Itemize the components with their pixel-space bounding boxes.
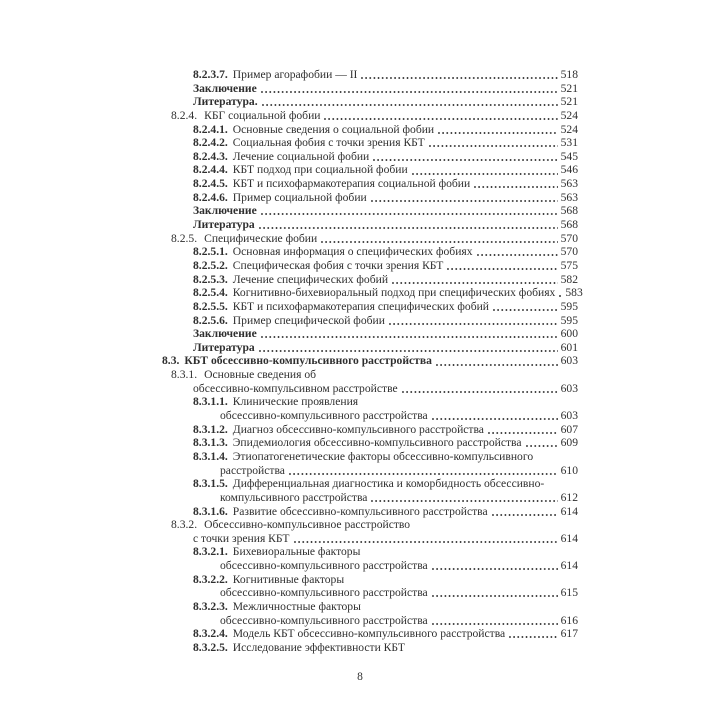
dot-leader (261, 213, 558, 215)
entry-page: 603 (560, 354, 578, 368)
entry-page: 524 (560, 122, 578, 136)
entry-title: Обсессивно-компульсивное расстройство (204, 518, 411, 532)
entry-page: 615 (560, 586, 578, 600)
toc-entry (150, 586, 578, 600)
entry-page: 570 (560, 245, 578, 259)
entry-title: Заключение (193, 81, 257, 95)
entry-title: КБТ подход при социальной фобии (232, 163, 408, 177)
entry-title: Заключение (193, 204, 257, 218)
dot-leader (259, 227, 558, 229)
entry-page: 617 (560, 627, 578, 641)
entry-page: 563 (560, 190, 578, 204)
toc-entry (150, 368, 578, 382)
entry-number: 8.2.5.1. (193, 245, 228, 259)
toc-entry (150, 464, 578, 478)
entry-number: 8.3.2.3. (193, 599, 228, 613)
entry-number: 8.2.5. (171, 231, 198, 245)
entry-number: 8.3.1.5. (193, 477, 228, 491)
entry-title: обсессивно-компульсивного расстройства (220, 409, 428, 423)
entry-title: Дифференциальная диагностика и коморбидность обсессивно- (232, 477, 545, 491)
entry-title: Основная информация о специфических фобиях (232, 245, 473, 259)
toc-entry (150, 382, 578, 396)
entry-title: Социальная фобия с точки зрения КБТ (232, 136, 425, 150)
toc-entry (150, 163, 578, 177)
toc-entry (150, 450, 578, 464)
toc-entry (150, 191, 578, 205)
dot-leader (371, 200, 558, 202)
page-number: 8 (357, 671, 363, 683)
entry-number: 8.3.2.1. (193, 545, 228, 559)
toc-entry (150, 314, 578, 328)
dot-leader (509, 636, 557, 638)
entry-page: 600 (560, 327, 578, 341)
toc-entry (150, 423, 578, 437)
entry-page: 601 (560, 340, 578, 354)
entry-page: 609 (560, 436, 578, 450)
dot-leader (289, 473, 558, 475)
toc-entry (150, 341, 578, 355)
dot-leader (262, 104, 558, 106)
toc-entry (150, 491, 578, 505)
toc-entry (150, 327, 578, 341)
entry-number: 8.3.2.2. (193, 572, 228, 586)
entry-title: Лечение социальной фобии (232, 149, 370, 163)
entry-page: 531 (560, 136, 578, 150)
toc-entry (150, 109, 578, 123)
entry-title: Модель КБТ обсессивно-компульсивного расстройства (232, 627, 506, 641)
dot-leader (389, 323, 558, 325)
dot-leader (526, 445, 558, 447)
entry-title: Специфическая фобия с точки зрения КБТ (232, 258, 444, 272)
dot-leader (438, 132, 557, 134)
dot-leader (493, 309, 558, 311)
entry-page: 563 (560, 177, 578, 191)
toc-entry (150, 436, 578, 450)
entry-page: 595 (560, 299, 578, 313)
entry-title: Диагноз обсессивно-компульсивного расстройства (232, 422, 484, 436)
dot-leader (259, 350, 558, 352)
entry-number: 8.2.5.3. (193, 272, 228, 286)
toc-entry (150, 286, 583, 300)
entry-number: 8.3.1.4. (193, 449, 228, 463)
entry-title: Когнитивно-бихевиоральный подход при специфических фобиях (232, 286, 556, 300)
entry-page: 614 (560, 559, 578, 573)
entry-page: 521 (560, 81, 578, 95)
entry-title: обсессивно-компульсивного расстройства (220, 586, 428, 600)
entry-title: Основные сведения о социальной фобии (232, 122, 435, 136)
entry-number: 8.3.1.2. (193, 422, 228, 436)
dot-leader (361, 77, 557, 79)
entry-title: КБГ социальной фобии (204, 108, 321, 122)
entry-number: 8.3. (162, 354, 180, 368)
dot-leader (474, 186, 557, 188)
entry-page: 545 (560, 149, 578, 163)
entry-page: 546 (560, 163, 578, 177)
toc-entry (150, 545, 578, 559)
entry-number: 8.2.3.7. (193, 68, 228, 81)
entry-title: Когнитивные факторы (232, 572, 345, 586)
dot-leader (447, 268, 557, 270)
entry-title: Развитие обсессивно-компульсивного расстройства (232, 504, 488, 518)
entry-number: 8.3.2.5. (193, 640, 228, 654)
entry-title: КБТ и психофармакотерапия социальной фобии (232, 177, 471, 191)
entry-title: Исследование эффективности КБТ (232, 640, 406, 654)
dot-leader (371, 500, 557, 502)
dot-leader (432, 418, 558, 420)
toc-entry (150, 273, 578, 287)
toc-entry (150, 300, 578, 314)
entry-title: обсессивно-компульсивном расстройстве (193, 381, 398, 395)
entry-page: 607 (560, 422, 578, 436)
entry-title: Литература (193, 340, 255, 354)
entry-page: 568 (560, 218, 578, 232)
entry-title: Этиопатогенетические факторы обсессивно-компульсивного (232, 449, 534, 463)
entry-title: Клинические проявления (232, 395, 359, 409)
toc-entry (150, 641, 578, 655)
toc-entry (150, 245, 578, 259)
dot-leader (432, 568, 558, 570)
entry-page: 616 (560, 613, 578, 627)
entry-number: 8.2.5.4. (193, 286, 228, 300)
dot-leader (477, 254, 558, 256)
entry-page: 610 (560, 463, 578, 477)
entry-page: 582 (560, 272, 578, 286)
dot-leader (392, 282, 558, 284)
toc-entry (150, 409, 578, 423)
dot-leader (402, 391, 558, 393)
entry-title: компульсивного расстройства (220, 490, 368, 504)
dot-leader (432, 623, 558, 625)
entry-number: 8.2.5.5. (193, 299, 228, 313)
entry-number: 8.2.4.1. (193, 122, 228, 136)
dot-leader (559, 295, 562, 297)
entry-title: с точки зрения КБТ (193, 531, 290, 545)
entry-title: Литература. (193, 95, 258, 109)
entry-title: Эпидемиология обсессивно-компульсивного расстройства (232, 436, 522, 450)
entry-title: Межличностные факторы (232, 599, 361, 613)
dot-leader (373, 159, 557, 161)
entry-title: Пример агорафобии — II (232, 68, 358, 81)
entry-number: 8.2.5.2. (193, 258, 228, 272)
toc-entry (150, 559, 578, 573)
entry-page: 518 (560, 68, 578, 81)
entry-page: 614 (560, 504, 578, 518)
toc-entry (150, 627, 578, 641)
entry-page: 595 (560, 313, 578, 327)
entry-title: КБТ и психофармакотерапия специфических фобий (232, 299, 490, 313)
toc-entry (150, 259, 578, 273)
toc-entry (150, 232, 578, 246)
dot-leader (261, 91, 558, 93)
toc-list (150, 68, 583, 655)
toc-entry (150, 477, 578, 491)
entry-number: 8.3.2. (171, 518, 198, 532)
toc-entry (150, 150, 578, 164)
toc-entry (150, 136, 578, 150)
entry-title: КБТ обсессивно-компульсивного расстройства (184, 354, 432, 368)
entry-number: 8.2.4.6. (193, 190, 228, 204)
entry-number: 8.2.5.6. (193, 313, 228, 327)
entry-page: 603 (560, 409, 578, 423)
entry-number: 8.3.1.3. (193, 436, 228, 450)
entry-page: 614 (560, 531, 578, 545)
entry-page: 603 (560, 381, 578, 395)
toc-entry (150, 532, 578, 546)
toc-entry (150, 204, 578, 218)
entry-number: 8.2.4.3. (193, 149, 228, 163)
entry-number: 8.3.1.1. (193, 395, 228, 409)
entry-title: Лечение специфических фобий (232, 272, 389, 286)
entry-page: 570 (560, 231, 578, 245)
dot-leader (294, 541, 558, 543)
dot-leader (488, 432, 558, 434)
toc-entry (150, 68, 578, 82)
dot-leader (261, 336, 558, 338)
entry-page: 583 (565, 286, 583, 300)
entry-number: 8.2.4.2. (193, 136, 228, 150)
toc-entry (150, 354, 578, 368)
entry-number: 8.2.4. (171, 108, 198, 122)
entry-page: 568 (560, 204, 578, 218)
entry-number: 8.3.2.4. (193, 627, 228, 641)
entry-page: 524 (560, 108, 578, 122)
dot-leader (324, 118, 557, 120)
dot-leader (429, 145, 558, 147)
entry-title: Заключение (193, 327, 257, 341)
entry-number: 8.3.1. (171, 368, 198, 382)
entry-title: Бихевиоральные факторы (232, 545, 361, 559)
toc-entry (150, 614, 578, 628)
entry-page: 575 (560, 258, 578, 272)
entry-title: обсессивно-компульсивного расстройства (220, 613, 428, 627)
entry-title: Основные сведения об (204, 368, 317, 382)
dot-leader (412, 173, 558, 175)
entry-title: Специфические фобии (204, 231, 318, 245)
toc-entry (150, 573, 578, 587)
entry-title: Литература (193, 218, 255, 232)
dot-leader (492, 514, 558, 516)
entry-number: 8.2.4.4. (193, 163, 228, 177)
entry-title: расстройства (220, 463, 285, 477)
toc-entry (150, 518, 578, 532)
entry-page: 612 (560, 490, 578, 504)
entry-title: обсессивно-компульсивного расстройства (220, 559, 428, 573)
toc-entry (150, 218, 578, 232)
entry-number: 8.3.1.6. (193, 504, 228, 518)
dot-leader (432, 595, 558, 597)
toc-entry (150, 600, 578, 614)
toc-entry (150, 82, 578, 96)
entry-page: 521 (560, 95, 578, 109)
entry-title: Пример специфической фобии (232, 313, 385, 327)
toc-entry (150, 123, 578, 137)
toc-entry (150, 95, 578, 109)
toc-entry (150, 505, 578, 519)
dot-leader (321, 241, 557, 243)
toc-entry (150, 395, 578, 409)
toc-entry (150, 177, 578, 191)
dot-leader (436, 364, 558, 366)
entry-number: 8.2.4.5. (193, 177, 228, 191)
entry-title: Пример социальной фобии (232, 190, 367, 204)
